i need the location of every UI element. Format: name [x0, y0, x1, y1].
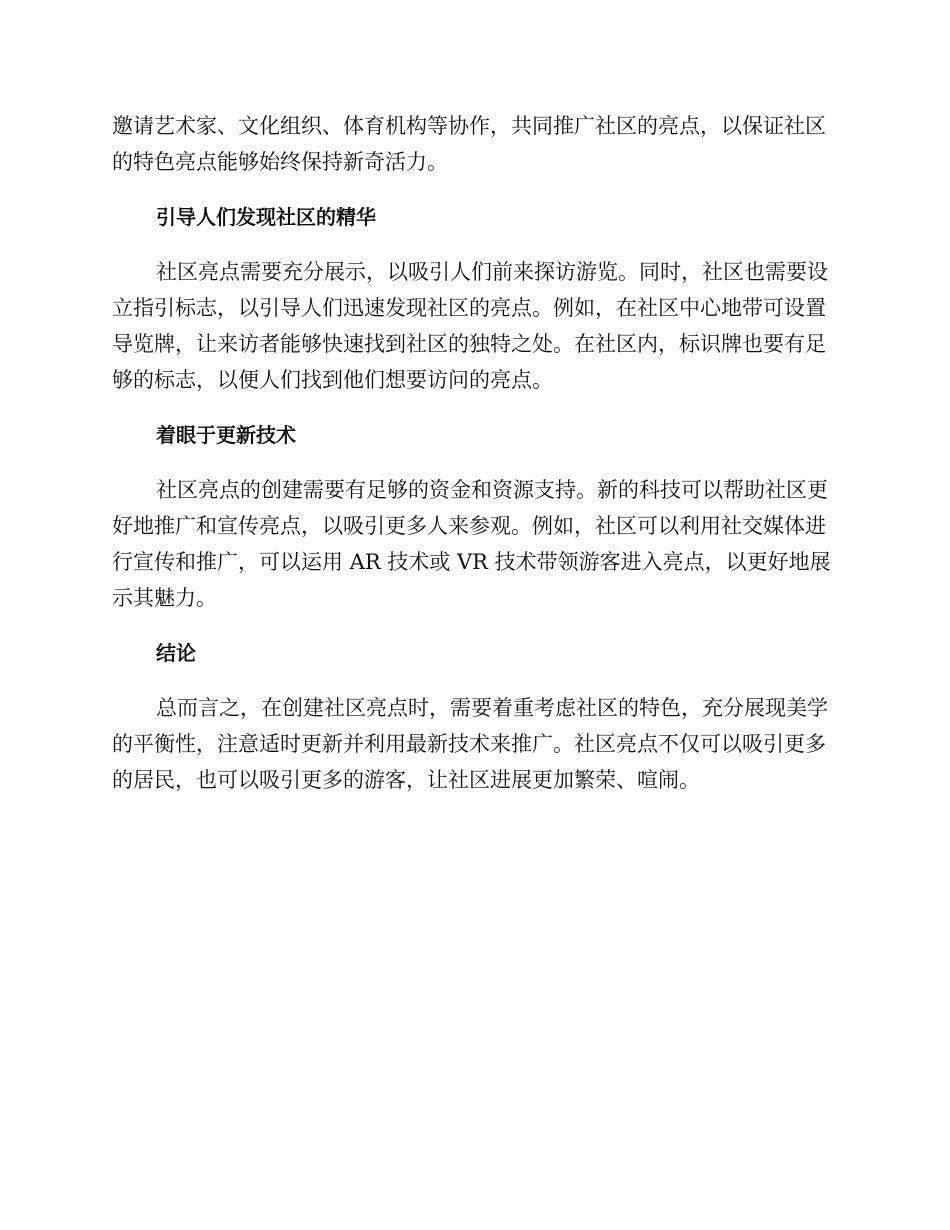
section-heading-discover: 引导人们发现社区的精华 — [156, 205, 376, 229]
document-page — [112, 108, 840, 817]
paragraph-discover: 社区亮点需要充分展示，以吸引人们前来探访游览。同时，社区也需要设立指引标志，以引导人们迅速发现社区的亮点。例如，在社区中心地带可设置导览牌，让来访者能够快速找到社区的独特之处。在社区内，标识牌也要有足够的标志，以便人们找到他们想要访问的亮点。 — [112, 260, 828, 392]
section-heading-conclusion: 结论 — [156, 641, 196, 665]
paragraph-technology: 社区亮点的创建需要有足够的资金和资源支持。新的科技可以帮助社区更好地推广和宣传亮点，以吸引更多人来参观。例如，社区可以利用社交媒体进行宣传和推广，可以运用 AR 技术或 VR 技术带领游客进入亮点，以更好地展示其魅力。 — [112, 478, 831, 610]
paragraph-continuation: 邀请艺术家、文化组织、体育机构等协作，共同推广社区的亮点，以保证社区的特色亮点能够始终保持新奇活力。 — [112, 114, 826, 174]
paragraph-conclusion: 总而言之，在创建社区亮点时，需要着重考虑社区的特色，充分展现美学的平衡性，注意适时更新并利用最新技术来推广。社区亮点不仅可以吸引更多的居民，也可以吸引更多的游客，让社区进展更加繁荣、喧闹。 — [112, 696, 828, 792]
section-heading-technology: 着眼于更新技术 — [156, 423, 296, 447]
